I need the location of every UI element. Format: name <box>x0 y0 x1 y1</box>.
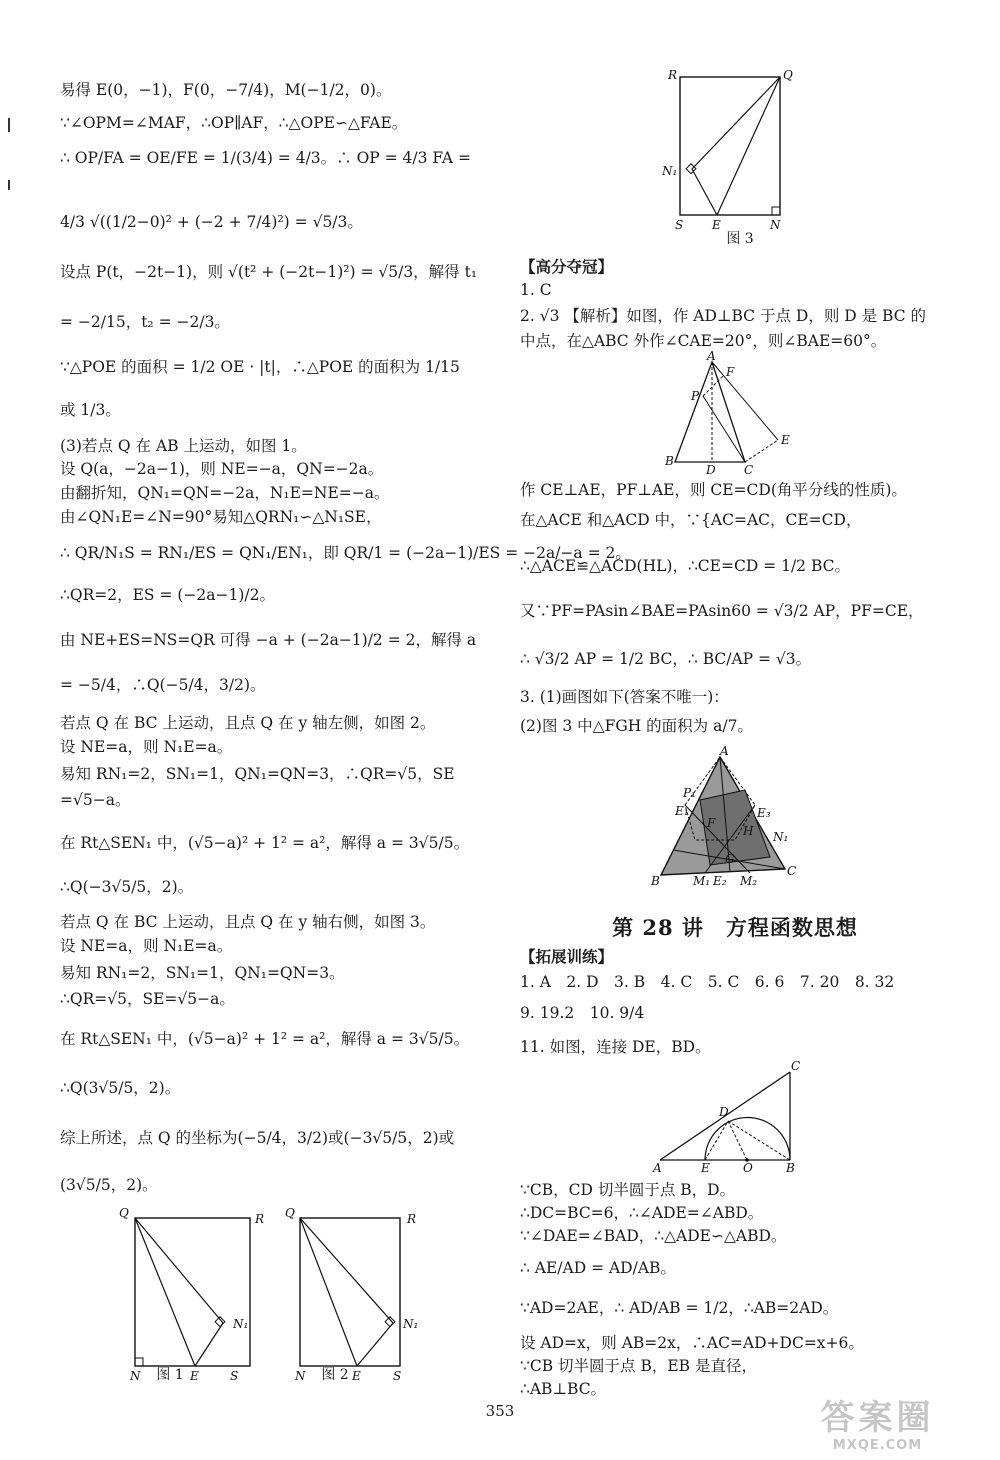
text-line: 4/3 √((1/2−0)² + (−2 + 7/4)²) = √5/3。 <box>60 213 363 231</box>
text-line: (3√5/5，2)。 <box>60 1176 158 1194</box>
text-line: 11. 如图，连接 DE，BD。 <box>520 1038 711 1056</box>
label-F: F <box>707 816 716 830</box>
label-R: R <box>668 68 678 82</box>
text-line: 综上所述，点 Q 的坐标为(−5/4，3/2)或(−3√5/5，2)或 <box>60 1129 455 1147</box>
label-Q: Q <box>119 1206 129 1220</box>
label-Q: Q <box>783 68 793 82</box>
text-line: 若点 Q 在 BC 上运动，且点 Q 在 y 轴左侧，如图 2。 <box>60 714 436 732</box>
label-F: F <box>726 365 735 379</box>
text-line: ∴QR=2，ES = (−2a−1)/2。 <box>60 586 275 604</box>
text-line: 易知 RN₁=2，SN₁=1，QN₁=QN=3。 <box>60 964 345 982</box>
text-line: ∴ √3/2 AP = 1/2 BC，∴ BC/AP = √3。 <box>520 650 812 668</box>
text-line: 或 1/3。 <box>60 401 121 419</box>
text-line: 9. 19.2 10. 9/4 <box>520 1004 645 1022</box>
text-line: 由∠QN₁E=∠N=90°易知△QRN₁∽△N₁SE， <box>60 508 382 526</box>
watermark-url: MXQE.COM <box>832 1438 923 1453</box>
label-N: N <box>130 1369 141 1383</box>
text-line: = −5/4，∴Q(−5/4，3/2)。 <box>60 676 266 694</box>
text-line: ∴DC=BC=6，∴∠ADE=∠ABD。 <box>520 1204 764 1222</box>
label-R: R <box>407 1212 417 1226</box>
figure-2 <box>285 1203 445 1383</box>
text-line: ∴QR=√5，SE=√5−a。 <box>60 990 235 1008</box>
watermark-main: 答案圈 <box>820 1398 935 1438</box>
text-line: = −2/15，t₂ = −2/3。 <box>60 313 230 331</box>
text-line: 由 NE+ES=NS=QR 可得 −a + (−2a−1)/2 = 2，解得 a <box>60 631 477 649</box>
lecture-title: 第 28 讲 方程函数思想 <box>612 915 858 940</box>
label-A: A <box>653 1161 662 1175</box>
text-line: ∵CB，CD 切半圆于点 B，D。 <box>520 1181 736 1199</box>
label-N: N <box>770 218 781 232</box>
text-line: 若点 Q 在 BC 上运动，且点 Q 在 y 轴右侧，如图 3。 <box>60 913 436 931</box>
text-line: =√5−a。 <box>60 791 131 809</box>
label-E: E <box>352 1369 361 1383</box>
label-B: B <box>651 874 660 888</box>
label-O: O <box>743 1161 753 1175</box>
figure-1-caption: 图 1 <box>156 1367 184 1383</box>
page-number: 353 <box>485 1402 515 1420</box>
label-N1: N₁ <box>773 830 789 844</box>
text-line: 又∵PF=PAsin∠BAE=PAsin60 = √3/2 AP，PF=CE， <box>520 602 924 620</box>
label-E: E <box>701 1161 710 1175</box>
text-line: 1. C <box>520 281 552 299</box>
margin-mark <box>8 118 10 132</box>
text-line: 中点，在△ABC 外作∠CAE=20°，则∠BAE=60°。 <box>520 332 887 350</box>
label-H: H <box>743 824 754 838</box>
section-label: 【高分夺冠】 <box>520 257 614 276</box>
label-S: S <box>230 1369 239 1383</box>
text-line: 设点 P(t，−2t−1)，则 √(t² + (−2t−1)²) = √5/3，解得 t₁ <box>60 263 478 281</box>
label-B: B <box>786 1161 795 1175</box>
text-line: 1. A 2. D 3. B 4. C 5. C 6. 6 7. 20 8. 32 <box>520 973 895 991</box>
text-line: 由翻折知，QN₁=QN=−2a，N₁E=NE=−a。 <box>60 484 390 502</box>
label-C: C <box>744 463 754 477</box>
label-Q: Q <box>285 1206 295 1220</box>
label-E: E <box>190 1369 199 1383</box>
text-line: 易知 RN₁=2，SN₁=1，QN₁=QN=3，∴QR=√5，SE <box>60 765 455 783</box>
label-C: C <box>791 1059 801 1073</box>
text-line: 在 Rt△SEN₁ 中，(√5−a)² + 1² = a²，解得 a = 3√5/5。 <box>60 1030 470 1048</box>
label-P1: P₁ <box>683 786 696 800</box>
text-line: 设 Q(a，−2a−1)，则 NE=−a，QN=−2a。 <box>60 460 384 478</box>
label-G: G <box>725 852 735 866</box>
figure-3 <box>660 65 810 235</box>
label-C: C <box>787 864 797 878</box>
label-B: B <box>665 454 674 468</box>
text-line: ∵AD=2AE，∴ AD/AB = 1/2，∴AB=2AD。 <box>520 1299 839 1317</box>
text-line: ∴Q(3√5/5，2)。 <box>60 1079 181 1097</box>
label-S: S <box>393 1369 402 1383</box>
text-line: 易得 E(0，−1)，F(0，−7/4)，M(−1/2，0)。 <box>60 81 392 99</box>
label-E: E <box>712 218 721 232</box>
label-E: E <box>781 433 790 447</box>
label-M1: M₁ <box>693 874 711 888</box>
margin-mark <box>8 180 10 190</box>
text-line: ∵∠DAE=∠BAD，∴△ADE∽△ABD。 <box>520 1227 787 1245</box>
text-line: ∴Q(−3√5/5，2)。 <box>60 878 194 896</box>
text-line: ∴ AE/AD = AD/AB。 <box>520 1259 676 1277</box>
label-N1: N₁ <box>233 1317 249 1331</box>
watermark <box>770 1398 985 1454</box>
label-M2: M₂ <box>740 874 758 888</box>
label-A: A <box>720 744 729 758</box>
text-line: ∵∠OPM=∠MAF，∴OP∥AF，∴△OPE∽△FAE。 <box>60 114 408 132</box>
label-E1: E₁ <box>675 804 689 818</box>
label-N1: N₁ <box>403 1317 419 1331</box>
text-line: 在 Rt△SEN₁ 中，(√5−a)² + 1² = a²，解得 a = 3√5/5。 <box>60 834 470 852</box>
semicircle-figure <box>645 1060 805 1178</box>
text-line: 设 AD=x，则 AB=2x，∴AC=AD+DC=x+6。 <box>520 1334 864 1352</box>
figure-1 <box>115 1203 275 1383</box>
text-line: ∴ OP/FA = OE/FE = 1/(3/4) = 4/3。∴ OP = 4/3 FA = <box>60 149 471 167</box>
section-label: 【拓展训练】 <box>520 947 614 966</box>
text-line: 设 NE=a，则 N₁E=a。 <box>60 738 233 756</box>
label-D: D <box>719 1105 729 1119</box>
text-line: 3. (1)画图如下(答案不唯一)： <box>520 688 729 706</box>
figure-2-caption: 图 2 <box>321 1367 349 1383</box>
text-line: 在△ACE 和△ACD 中，∵{AC=AC，CE=CD， <box>520 511 862 529</box>
label-A: A <box>707 349 716 363</box>
text-line: ∵CB 切半圆于点 B，EB 是直径， <box>520 1357 757 1375</box>
text-line: (2)图 3 中△FGH 的面积为 a/7。 <box>520 717 753 735</box>
label-D: D <box>706 463 716 477</box>
figure-3-caption: 图 3 <box>726 231 754 247</box>
label-E2: E₂ <box>713 874 727 888</box>
text-line: ∴△ACE≌△ACD(HL)，∴CE=CD = 1/2 BC。 <box>520 557 851 575</box>
text-line: 作 CE⊥AE，PF⊥AE，则 CE=CD(角平分线的性质)。 <box>520 481 907 499</box>
triangle-figure <box>660 350 810 475</box>
text-line: 设 NE=a，则 N₁E=a。 <box>60 937 233 955</box>
text-line: ∵△POE 的面积 = 1/2 OE · |t|，∴△POE 的面积为 1/15 <box>60 358 460 376</box>
label-N1: N₁ <box>662 164 678 178</box>
label-N: N <box>295 1369 306 1383</box>
grid-triangle-figure <box>645 745 805 890</box>
label-S: S <box>675 218 684 232</box>
label-R: R <box>255 1212 265 1226</box>
text-line: ∴ QR/N₁S = RN₁/ES = QN₁/EN₁，即 QR/1 = (−2a−1)/ES = −2a/−a = 2。 <box>60 544 631 562</box>
text-line: ∴AB⊥BC。 <box>520 1380 607 1398</box>
label-E3: E₃ <box>757 806 771 820</box>
text-line: 2. √3 【解析】如图，作 AD⊥BC 于点 D，则 D 是 BC 的 <box>520 307 926 325</box>
label-P: P <box>691 389 700 403</box>
text-line: (3)若点 Q 在 AB 上运动，如图 1。 <box>60 437 307 455</box>
